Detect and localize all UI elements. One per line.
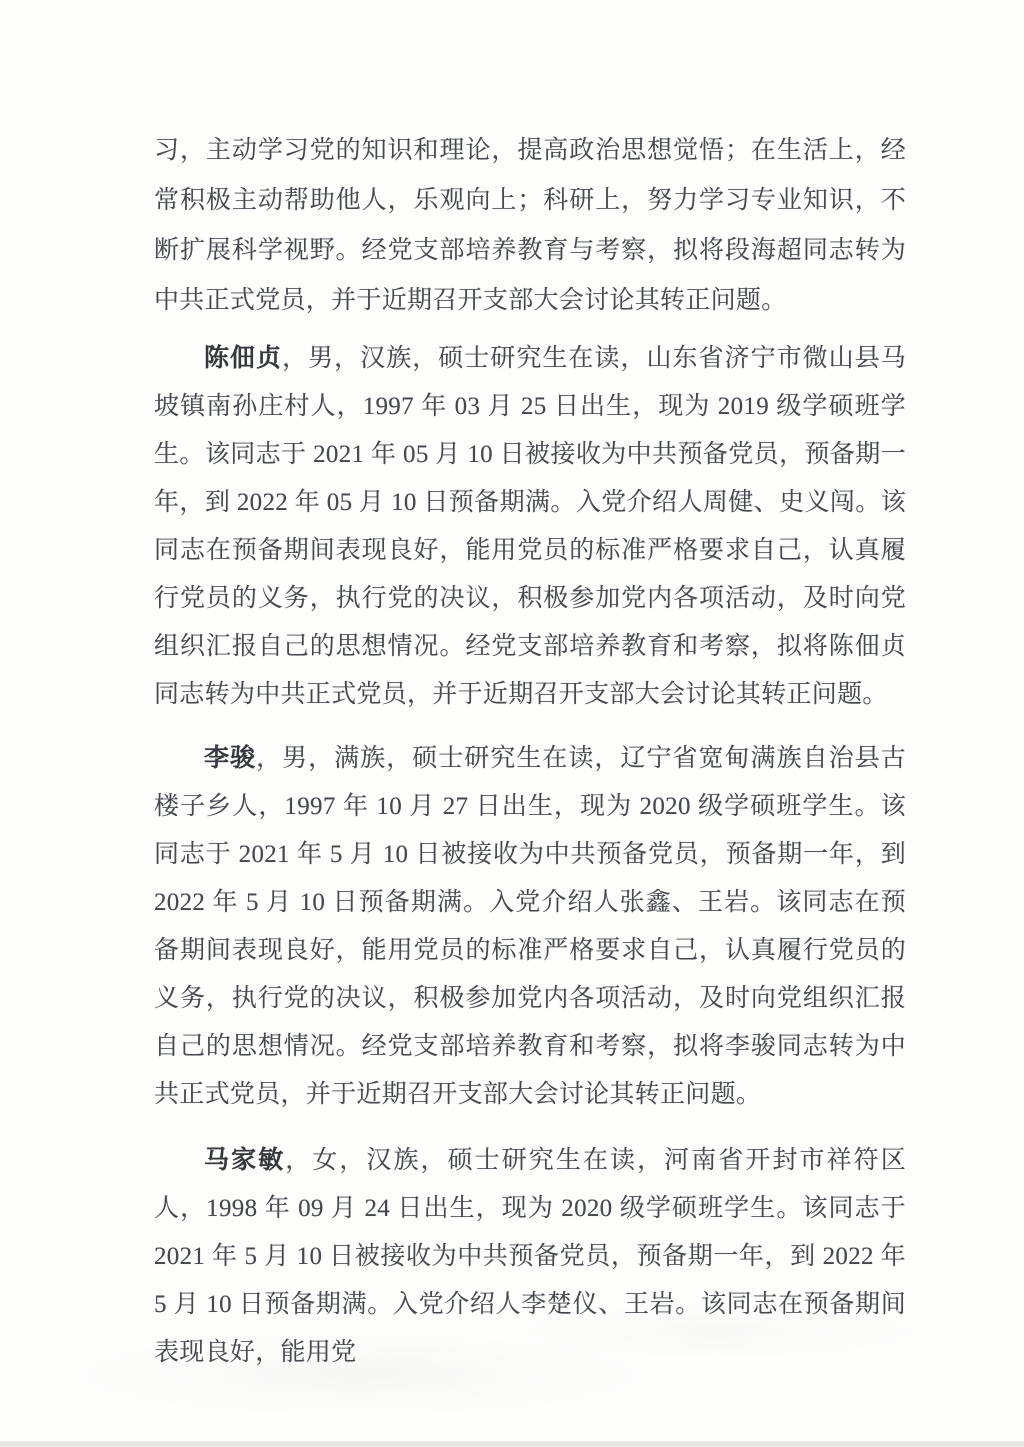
paragraph-ma-jiamin: [154, 1137, 906, 1377]
paragraph-duan-haichao-continuation: [154, 126, 906, 326]
paragraph-text: 习，主动学习党的知识和理论，提高政治思想觉悟；在生活上，经常积极主动帮助他人，乐观向上；科研上，努力学习专业知识，不断扩展科学视野。经党支部培养教育与考察，拟将段海超同志转为中共正式党员，并于近期召开支部大会讨论其转正问题。: [154, 137, 906, 314]
paragraph-chen-dianzhen: [154, 335, 906, 719]
paragraph-text: ，男，汉族，硕士研究生在读，山东省济宁市微山县马坡镇南孙庄村人，1997 年 03 月 25 日出生，现为 2019 级学硕班学生。该同志于 2021 年 05 月 10 日被接收为中共预备党员，预备期一年，到 2022 年 05 月 10 日预备期满。入党介绍人周健、史义闯。该同志在预备期间表现良好，能用党员的标准严格要求自己，认真履行党员的义务，执行党的决议，积极参加党内各项活动，及时向党组织汇报自己的思想情况。经党支部培养教育和考察，拟将陈佃贞同志转为中共正式党员，并于近期召开支部大会讨论其转正问题。: [154, 345, 907, 708]
paragraph-li-jun: [154, 735, 906, 1119]
paragraph-text: ，男，满族，硕士研究生在读，辽宁省宽甸满族自治县古楼子乡人，1997 年 10 月 27 日出生，现为 2020 级学硕班学生。该同志于 2021 年 5 月 10 日被接收为中共预备党员，预备期一年，到 2022 年 5 月 10 日预备期满。入党介绍人张鑫、王岩。该同志在预备期间表现良好，能用党员的标准严格要求自己，认真履行党员的义务，执行党的决议，积极参加党内各项活动，及时向党组织汇报自己的思想情况。经党支部培养教育和考察，拟将李骏同志转为中共正式党员，并于近期召开支部大会讨论其转正问题。: [154, 745, 906, 1108]
member-name: 马家敏: [204, 1147, 286, 1174]
scan-bottom-edge: [0, 1441, 1024, 1447]
paragraph-text: ，女，汉族，硕士研究生在读，河南省开封市祥符区人，1998 年 09 月 24 日出生，现为 2020 级学硕班学生。该同志于 2021 年 5 月 10 日被接收为中共预备党员，预备期一年，到 2022 年 5 月 10 日预备期满。入党介绍人李楚仪、王岩。该同志在预备期间表现良好，能用党: [154, 1147, 906, 1366]
member-name: 陈佃贞: [204, 345, 283, 372]
member-name: 李骏: [204, 745, 257, 772]
